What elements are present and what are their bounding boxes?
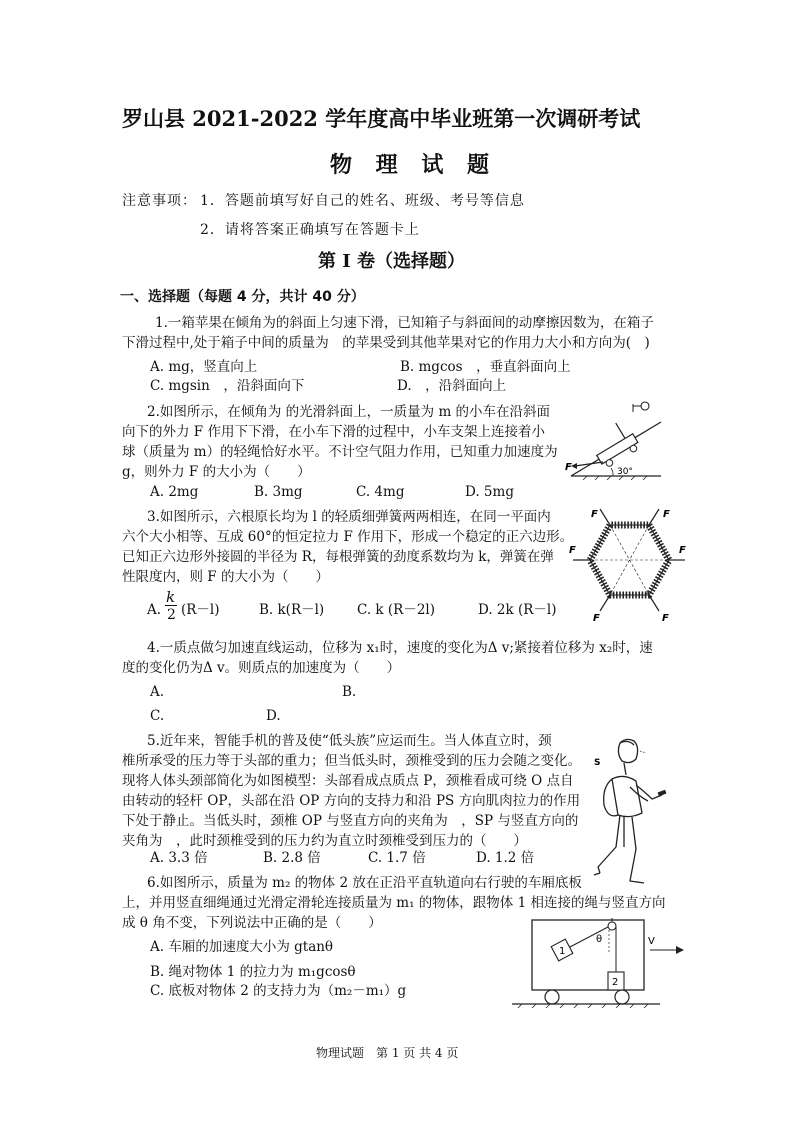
q6-block-1-label: 1 — [559, 946, 566, 957]
part-heading: 一、选择题（每题 4 分，共计 40 分） — [120, 289, 365, 305]
q5-person-figure — [590, 735, 680, 890]
q3-line: 3.如图所示，六根原长均为 l 的轻质细弹簧两两相连，在同一平面内 — [147, 509, 551, 525]
q1-option-d: D. ，沿斜面向上 — [397, 378, 507, 394]
q2-option-b: B. 3mg — [254, 484, 303, 500]
q3-option-a-numerator: k — [166, 588, 176, 606]
question-4 — [122, 638, 653, 678]
q2-line: g，则外力 F 的大小为（ ） — [122, 464, 311, 480]
section-heading: 第 I 卷（选择题） — [318, 251, 465, 272]
q5-option-a: A. 3.3 倍 — [150, 850, 208, 866]
question-2 — [122, 402, 558, 482]
q5-option-c: C. 1.7 倍 — [368, 850, 426, 866]
q5-line: 椎所承受的压力等于头部的重力；但当低头时，颈椎受到的压力会随之变化。 — [122, 753, 581, 769]
q3-force-label: F — [662, 613, 669, 624]
q4-option-c: C. — [150, 708, 165, 724]
q6-cart-figure — [510, 918, 690, 1010]
q2-force-label: F — [565, 462, 572, 473]
q3-option-a-prefix: A. — [147, 602, 162, 618]
q6-velocity-label: V — [648, 936, 655, 947]
question-3 — [122, 507, 573, 587]
q2-line: 球（质量为 m）的轻绳恰好水平。不计空气阻力作用，已知重力加速度为 — [122, 444, 558, 460]
q6-theta-label: θ — [596, 934, 603, 945]
exam-title: 罗山县 2021-2022 学年度高中毕业班第一次调研考试 — [122, 106, 641, 131]
q2-line: 向下的外力 F 作用下下滑，在小车下滑的过程中，小车支架上连接着小 — [122, 424, 545, 440]
q3-option-c: C. k (R－2l) — [357, 602, 436, 618]
q5-line: 下处于静止。当低头时，颈椎 OP 与竖直方向的夹角为 ，SP 与竖直方向的 — [122, 813, 579, 829]
q3-force-label: F — [679, 545, 686, 556]
q2-incline-figure — [563, 400, 663, 480]
q3-force-label: F — [593, 613, 600, 624]
q2-option-a: A. 2mg — [150, 484, 199, 500]
q2-option-c: C. 4mg — [356, 484, 405, 500]
q1-option-a: A. mg，竖直向上 — [150, 359, 258, 375]
q6-line: 6.如图所示，质量为 m₂ 的物体 2 放在正沿平直轨道向右行驶的车厢底板 — [147, 875, 582, 891]
q5-line: 夹角为 ，此时颈椎受到的压力约为直立时颈椎受到压力的（ ） — [122, 833, 527, 849]
q5-option-b: B. 2.8 倍 — [263, 850, 321, 866]
q3-line: 性限度内，则 F 的大小为（ ） — [122, 569, 329, 585]
question-5 — [122, 731, 581, 851]
q4-option-a: A. — [150, 684, 165, 700]
q3-line: 已知正六边形外接圆的半径为 R，每根弹簧的劲度系数均为 k，弹簧在弹 — [122, 549, 554, 565]
page-subtitle: 物 理 试 题 — [330, 152, 497, 178]
question-1 — [122, 313, 654, 353]
q6-option-c: C. 底板对物体 2 的支持力为（m₂－m₁）g — [150, 983, 407, 999]
q5-line: 由转动的轻杆 OP，头部在沿 OP 方向的支持力和沿 PS 方向肌肉拉力的作用 — [122, 793, 581, 809]
q6-option-b: B. 绳对物体 1 的拉力为 m₁gcosθ — [150, 964, 356, 980]
q5-line: 现将人体头颈部简化为如图模型：头部看成点质点 P，颈椎看成可绕 O 点自 — [122, 773, 574, 789]
q1-line: 1.一箱苹果在倾角为的斜面上匀速下滑，已知箱子与斜面间的动摩擦因数为，在箱子 — [155, 315, 654, 331]
q6-line: 成 θ 角不变，下列说法中正确的是（ ） — [122, 915, 382, 931]
q3-line: 六个大小相等、互成 60°的恒定拉力 F 作用下，形成一个稳定的正六边形。 — [122, 529, 574, 545]
q3-fraction-bar — [165, 605, 177, 606]
q2-option-d: D. 5mg — [465, 484, 514, 500]
q1-option-b: B. mgcos ，垂直斜面向上 — [400, 359, 571, 375]
q5-point-label-s: S — [594, 758, 601, 768]
q4-line: 4.一质点做匀加速直线运动，位移为 x₁时，速度的变化为Δ v;紧接着位移为 x₂时，速 — [147, 640, 653, 656]
q5-option-d: D. 1.2 倍 — [476, 850, 535, 866]
q3-force-label: F — [663, 509, 670, 520]
q3-force-label: F — [591, 509, 598, 520]
q3-option-a-denominator: 2 — [167, 607, 176, 623]
notice-label: 注意事项： — [122, 193, 197, 209]
page-footer: 物理试题 第 1 页 共 4 页 — [316, 1046, 459, 1060]
q4-option-b: B. — [342, 684, 357, 700]
q5-line: 5.近年来，智能手机的普及使“低头族”应运而生。当人体直立时，颈 — [147, 733, 552, 749]
q3-hexagon-figure — [567, 505, 697, 625]
q3-option-b: B. k(R－l) — [259, 602, 325, 618]
q2-angle-label: 30° — [617, 467, 633, 477]
notice-item-1: 1．答题前填写好自己的姓名、班级、考号等信息 — [200, 193, 525, 209]
q6-line: 上，并用竖直细绳通过光滑定滑轮连接质量为 m₁ 的物体，跟物体 1 相连接的绳与竖直方向 — [122, 895, 666, 911]
q6-option-a: A. 车厢的加速度大小为 gtanθ — [150, 939, 334, 955]
q1-line: 下滑过程中,处于箱子中间的质量为 的苹果受到其他苹果对它的作用力大小和方向为( ) — [122, 335, 650, 351]
q4-line: 度的变化仍为Δ v。则质点的加速度为（ ） — [122, 660, 401, 676]
q1-option-c: C. mgsin ，沿斜面向下 — [150, 378, 305, 394]
q6-block-2-label: 2 — [612, 977, 619, 988]
q3-option-d: D. 2k (R－l) — [478, 602, 557, 618]
notice-item-2: 2．请将答案正确填写在答题卡上 — [200, 222, 420, 238]
q4-option-d: D. — [266, 708, 281, 724]
q3-option-a-suffix: (R－l) — [181, 602, 220, 618]
q2-line: 2.如图所示，在倾角为 的光滑斜面上，一质量为 m 的小车在沿斜面 — [147, 404, 551, 420]
q3-force-label: F — [569, 545, 576, 556]
